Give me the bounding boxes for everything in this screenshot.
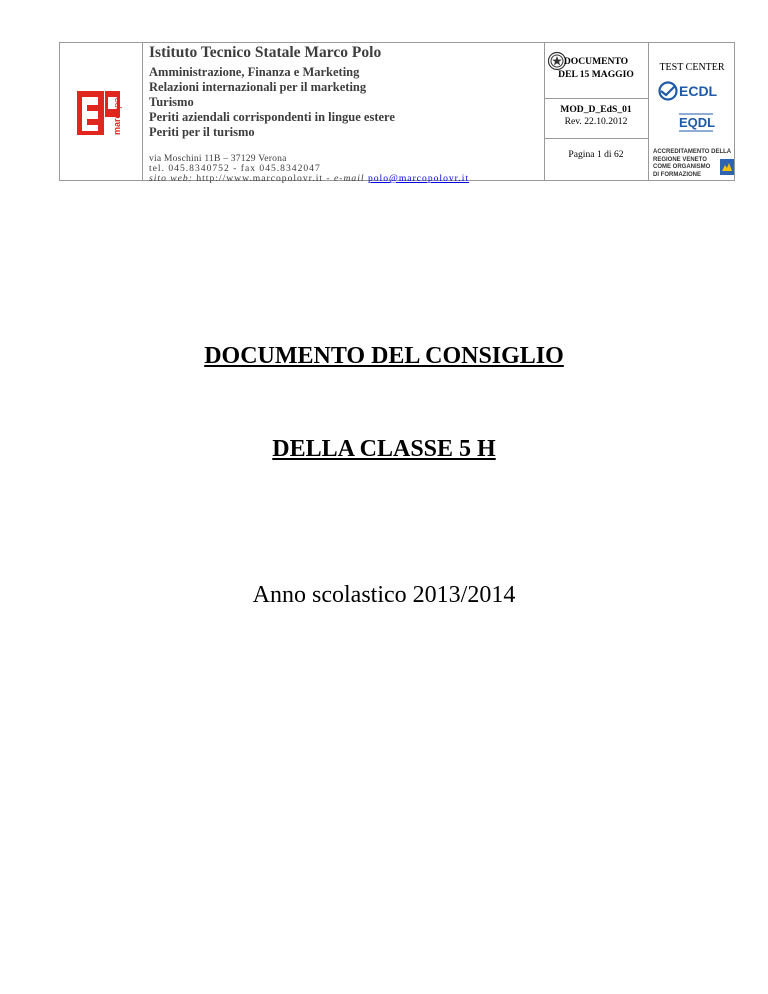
- contacts-line: sito web: http://www.marcopolovr.it - e-mail polo@marcopolovr.it: [149, 173, 470, 184]
- institute-name: Istituto Tecnico Statale Marco Polo: [149, 44, 382, 61]
- document-title: DOCUMENTO DEL CONSIGLIO: [204, 343, 564, 369]
- website-url[interactable]: http://www.marcopolovr.it: [196, 173, 324, 184]
- doc-type: DOCUMENTO DEL 15 MAGGIO: [558, 56, 634, 80]
- course-line: Periti per il turismo: [149, 125, 255, 139]
- test-center-label: TEST CENTER: [659, 62, 725, 73]
- email-link[interactable]: polo@marcopolovr.it: [367, 173, 470, 184]
- course-line: Amministrazione, Finanza e Marketing: [149, 65, 360, 79]
- svg-text:ECDL: ECDL: [679, 83, 718, 99]
- accreditation-text: ACCREDITAMENTO DELLA REGIONE VENETO COME ORGANISMO DI FORMAZIONE: [653, 149, 732, 178]
- revision: Rev. 22.10.2012: [564, 116, 628, 127]
- web-label: sito web:: [149, 173, 193, 184]
- ecdl-logo-icon: [649, 43, 735, 143]
- school-year: Anno scolastico 2013/2014: [252, 582, 516, 608]
- logo-wordmark: marcopolo: [112, 90, 122, 135]
- phone-fax: tel. 045.8340752 - fax 045.8342047: [149, 163, 321, 174]
- course-line: Periti aziendali corrispondenti in lingue estere: [149, 110, 395, 124]
- document-info: [544, 43, 648, 180]
- school-logo: [60, 43, 142, 180]
- regione-veneto-emblem-icon: [720, 159, 734, 175]
- eqdl-logo-icon: EQDL: [679, 115, 716, 130]
- doc-code: MOD_D_EdS_01 Rev. 22.10.2012: [560, 104, 632, 127]
- document-header: [59, 42, 735, 184]
- course-line: Turismo: [149, 95, 194, 109]
- course-line: Relazioni internazionali per il marketing: [149, 80, 367, 94]
- institute-info: [147, 43, 587, 184]
- email-label: e-mail: [334, 173, 365, 184]
- divider: [544, 98, 648, 99]
- divider: [142, 43, 143, 180]
- page-number: Pagina 1 di 62: [568, 149, 624, 160]
- marcopolo-logo-icon: [60, 43, 142, 180]
- divider: [544, 138, 648, 139]
- class-title: DELLA CLASSE 5 H: [272, 436, 496, 462]
- certifications: [649, 43, 735, 180]
- address: via Moschini 11B – 37129 Verona: [149, 153, 287, 164]
